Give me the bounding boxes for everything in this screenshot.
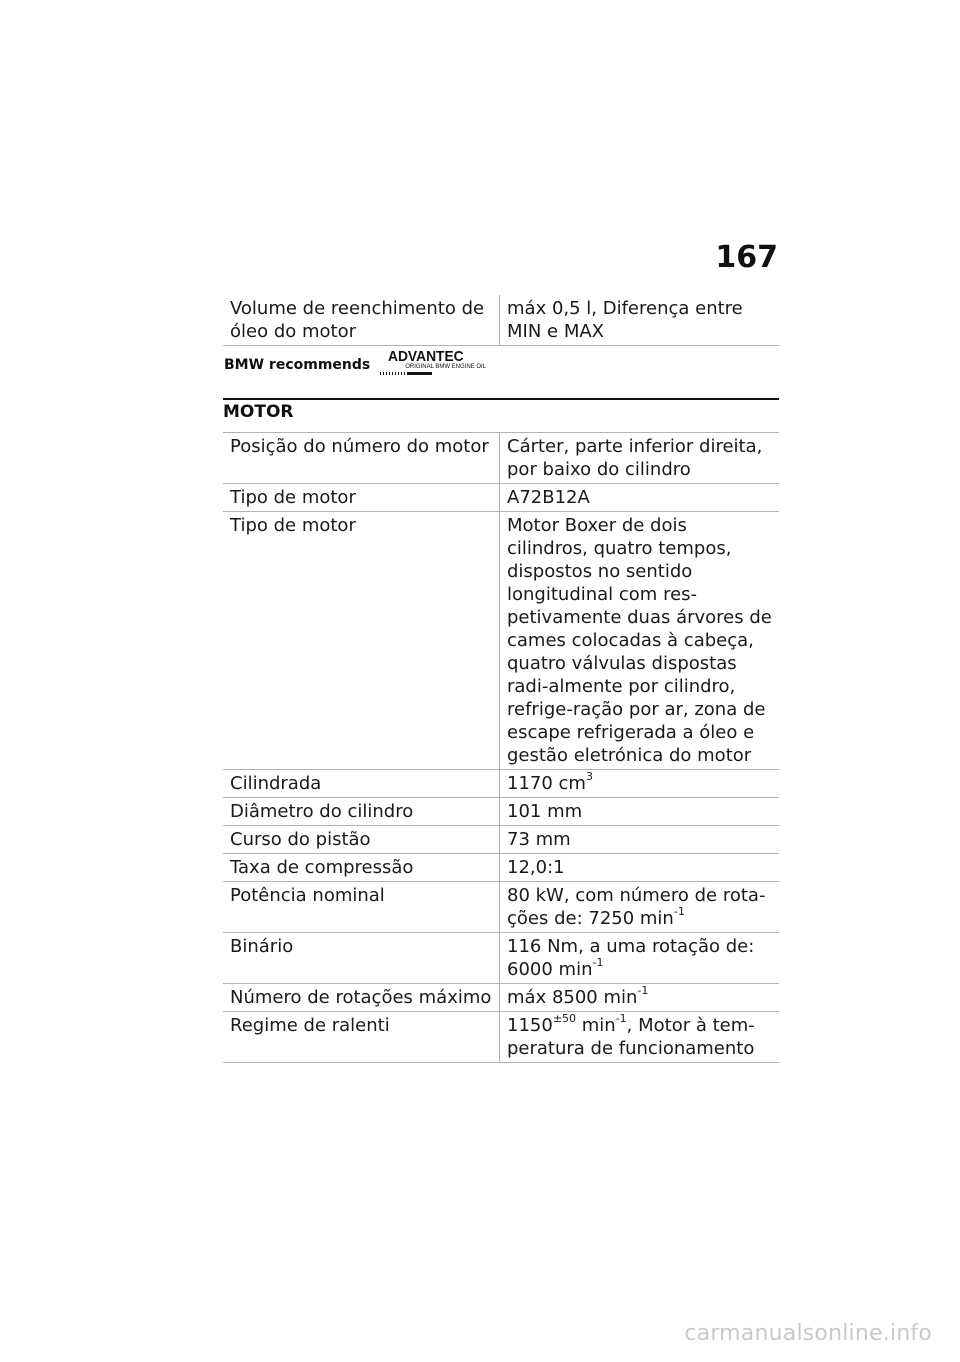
logo-bars-solid xyxy=(408,372,432,375)
value-text: 116 Nm, a uma rotação de: 6000 min xyxy=(507,936,755,980)
spec-label: Taxa de compressão xyxy=(223,854,500,882)
value-superscript: -1 xyxy=(637,984,649,997)
spec-value: 12,0:1 xyxy=(500,854,780,882)
value-text: , Motor à tem-peratura de funcionamento xyxy=(507,1015,755,1059)
spec-label: Volume de reenchimento de óleo do motor xyxy=(223,295,500,346)
section-divider xyxy=(223,398,779,400)
spec-label: Tipo de motor xyxy=(223,512,500,770)
table-row xyxy=(223,295,779,346)
spec-value: 73 mm xyxy=(500,826,780,854)
spec-label: Regime de ralenti xyxy=(223,1012,500,1063)
spec-label: Número de rotações máximo xyxy=(223,984,500,1012)
oil-spec-table xyxy=(223,295,779,346)
spec-value: máx 0,5 l, Diferença entre MIN e MAX xyxy=(500,295,780,346)
table-row xyxy=(223,882,779,933)
table-row xyxy=(223,798,779,826)
spec-value xyxy=(500,933,780,984)
table-row xyxy=(223,984,779,1012)
spec-label: Cilindrada xyxy=(223,770,500,798)
logo-brand: ADVANTEC xyxy=(388,348,464,365)
motor-spec-table xyxy=(223,432,779,1063)
spec-label: Diâmetro do cilindro xyxy=(223,798,500,826)
spec-label: Tipo de motor xyxy=(223,484,500,512)
value-text: máx 8500 min xyxy=(507,987,638,1008)
value-superscript: ±50 xyxy=(552,1012,577,1025)
value-text: 1150 xyxy=(507,1015,553,1036)
value-text: 1170 cm xyxy=(507,773,586,794)
table-row xyxy=(223,484,779,512)
recommend-text: BMW recommends xyxy=(224,357,371,373)
table-row xyxy=(223,433,779,484)
oil-recommendation xyxy=(224,348,487,378)
table-row xyxy=(223,933,779,984)
value-superscript: -1 xyxy=(592,956,604,969)
value-text: 80 kW, com número de rota-ções de: 7250 min xyxy=(507,885,766,929)
table-row xyxy=(223,826,779,854)
advantec-logo xyxy=(380,348,487,378)
spec-value: 101 mm xyxy=(500,798,780,826)
spec-label: Curso do pistão xyxy=(223,826,500,854)
spec-value xyxy=(500,984,780,1012)
value-superscript: 3 xyxy=(585,770,593,783)
spec-value: Cárter, parte inferior direita, por baixo do cilindro xyxy=(500,433,780,484)
value-text: min xyxy=(576,1015,616,1036)
value-superscript: -1 xyxy=(673,905,685,918)
value-superscript: -1 xyxy=(615,1012,627,1025)
spec-value xyxy=(500,882,780,933)
table-row xyxy=(223,770,779,798)
spec-value: A72B12A xyxy=(500,484,780,512)
spec-value xyxy=(500,1012,780,1063)
spec-label: Binário xyxy=(223,933,500,984)
watermark: carmanualsonline.info xyxy=(684,1321,932,1346)
table-row xyxy=(223,854,779,882)
section-title: MOTOR xyxy=(223,402,294,422)
spec-value xyxy=(500,770,780,798)
spec-label: Posição do número do motor xyxy=(223,433,500,484)
table-row xyxy=(223,512,779,770)
table-row xyxy=(223,1012,779,1063)
spec-value: Motor Boxer de dois cilindros, quatro tempos, dispostos no sentido longitudinal com res-petivamente duas árvores de cames colocadas à cabeça, quatro válvulas dispostas radi-almente por cilindro, refrige-ração por ar, zona de escape refrigerada a óleo e gestão eletrónica do motor xyxy=(500,512,780,770)
spec-label: Potência nominal xyxy=(223,882,500,933)
logo-subtitle: ORIGINAL BMW ENGINE OIL xyxy=(405,364,487,370)
page-number: 167 xyxy=(715,240,778,275)
